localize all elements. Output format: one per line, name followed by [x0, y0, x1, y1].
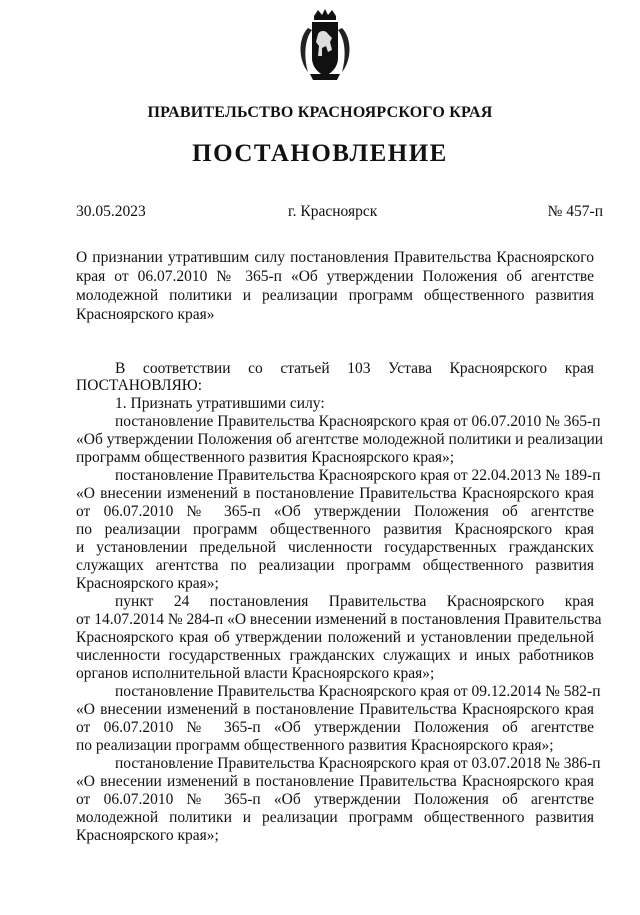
body-line: по реализации программ общественного развития Красноярского края: [76, 521, 594, 538]
body-line: программ общественного развития Красноярского края»;: [76, 449, 455, 466]
title-line: молодежной политики и реализации программ общественного развития: [76, 287, 594, 304]
body-line: «О внесении изменений в постановление Правительства Красноярского края: [76, 485, 594, 502]
body-line: «О внесении изменений в постановление Правительства Красноярского края: [76, 701, 594, 718]
body-line: «О внесении изменений в постановление Правительства Красноярского края: [76, 773, 594, 790]
body-line: от 14.07.2014 № 284-п «О внесении изменений в постановления Правительства: [76, 611, 602, 628]
body-line: Красноярского края»;: [76, 575, 219, 592]
title-line: Красноярского края»: [76, 306, 215, 323]
body-line: постановление Правительства Красноярского края от 22.04.2013 № 189-п: [115, 467, 601, 484]
document-number: № 457-п: [547, 203, 603, 220]
body-line: и установлении предельной численности государственных гражданских: [76, 539, 594, 556]
body-line: молодежной политики и реализации программ общественного развития: [76, 809, 594, 826]
body-line: постановление Правительства Красноярского края от 03.07.2018 № 386-п: [115, 755, 601, 772]
document-date: 30.05.2023: [76, 203, 146, 220]
title-line: края от 06.07.2010 № 365-п «Об утверждении Положения об агентстве: [76, 268, 594, 285]
coat-of-arms-icon: [294, 8, 356, 82]
document-type: ПОСТАНОВЛЕНИЕ: [192, 140, 448, 167]
body-line: постановление Правительства Красноярского края от 09.12.2014 № 582-п: [115, 683, 601, 700]
body-line: Красноярского края»;: [76, 827, 219, 844]
body-line: от 06.07.2010 № 365-п «Об утверждении Положения об агентстве: [76, 503, 594, 520]
body-line: В соответствии со статьей 103 Устава Красноярского края: [115, 360, 594, 377]
body-line: ПОСТАНОВЛЯЮ:: [76, 377, 203, 394]
body-line: постановление Правительства Красноярского края от 06.07.2010 № 365-п: [115, 413, 601, 430]
body-line: «Об утверждении Положения об агентстве молодежной политики и реализации: [76, 431, 604, 448]
body-line: 1. Признать утратившими силу:: [115, 395, 325, 412]
body-line: служащих агентства по реализации программ общественного развития: [76, 557, 594, 574]
body-line: численности государственных гражданских служащих и иных работников: [76, 647, 594, 664]
body-line: пункт 24 постановления Правительства Красноярского края: [115, 593, 594, 610]
body-line: по реализации программ общественного развития Красноярского края»;: [76, 737, 554, 754]
title-line: О признании утратившим силу постановления Правительства Красноярского: [76, 249, 594, 266]
body-line: от 06.07.2010 № 365-п «Об утверждении Положения об агентстве: [76, 791, 594, 808]
government-title: ПРАВИТЕЛЬСТВО КРАСНОЯРСКОГО КРАЯ: [147, 104, 493, 121]
body-line: органов исполнительной власти Красноярского края»;: [76, 665, 435, 682]
body-line: Красноярского края об утверждении положений и установлении предельной: [76, 629, 594, 646]
document-city: г. Красноярск: [288, 203, 378, 220]
body-line: от 06.07.2010 № 365-п «Об утверждении Положения об агентстве: [76, 719, 594, 736]
